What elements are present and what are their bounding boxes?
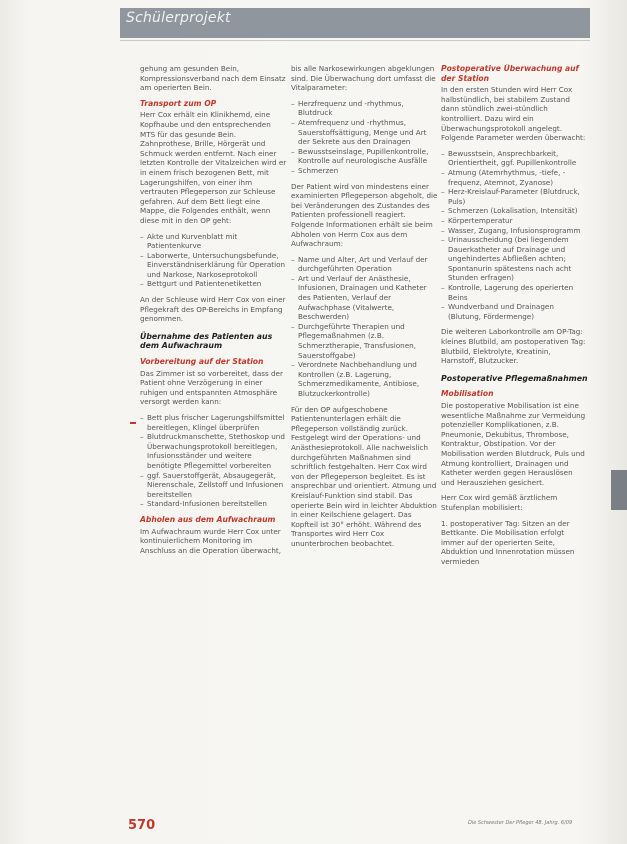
list-item: – Blutdruckmanschette, Stethoskop und Überwachungsprotokoll bereitlegen, Infusionsständer und weitere benötigte Pflegemittel vorbereiten [147, 432, 287, 470]
red-marker [130, 422, 136, 424]
col2-intro: bis alle Narkosewirkungen abgeklungen sind. Die Überwachung dort umfasst die Vitalparameter: [291, 64, 436, 93]
list-item: – Wasser, Zugang, Infusionsprogramm [448, 226, 588, 236]
heading-mobilisation: Mobilisation [441, 389, 494, 399]
col1-list-2 [140, 413, 287, 509]
list-item: – Bewusstseinslage, Pupillenkontrolle, Kontrolle auf neurologische Ausfälle [298, 147, 438, 166]
col1-list-1 [140, 232, 287, 290]
section-title: Schülerprojekt [126, 10, 231, 26]
list-item: – Herzfrequenz und -rhythmus, Blutdruck [298, 99, 438, 118]
list-item: – ggf. Sauerstoffgerät, Absaugegerät, Nierenschale, Zellstoff und Infusionen bereitstellen [147, 471, 287, 500]
heading-uebernahme: Übernahme des Patienten aus dem Aufwachraum [140, 331, 273, 351]
col3-lab-text: Die weiteren Laborkontrolle am OP-Tag: kleines Blutbild, am postoperativen Tag: Blutbild, Elektrolyte, Kreatinin, Harnstoff, Blutzucker. [441, 327, 586, 366]
col2-patient-text: Der Patient wird von mindestens einer examinierten Pflegeperson abgeholt, die bei Veränderungen des Zustandes des Patienten professionell reagiert. Folgende Informationen erhält sie beim Abholen von Herrn Cox aus dem Aufwachraum: [291, 181, 438, 249]
list-item: – Durchgeführte Therapien und Pflegemaßnahmen (z.B. Schmerztherapie, Transfusionen, Sauerstoffgabe) [298, 322, 438, 360]
column-2 [291, 64, 438, 555]
col1-vorbereitung-text: Das Zimmer ist so vorbereitet, dass der Patient ohne Verzögerung in einer ruhigen und entspannten Atmosphäre versorgt werden kann: [140, 368, 283, 407]
list-item: – Bett plus frischer Lagerungshilfsmittel bereitlegen, Klingel überprüfen [147, 413, 287, 432]
heading-abholen: Abholen aus dem Aufwachraum [140, 514, 276, 524]
col1-transport-text: Herr Cox erhält ein Klinikhemd, eine Kopfhaube und den entsprechenden MTS für das gesunde Bein. Zahnprothese, Brille, Hörgerät und Schmuck werden entfernt. Nach einer letzten Kontrolle der Vitalzeichen wird er in einem frisch bezogenen Bett, mit Lagerungshilfen, von einer ihm vertrauten Pflegeperson zur Schleuse gefahren. Auf dem Bett liegt eine Mappe, die Folgendes enthält, wenn diese mit in den OP geht: [140, 110, 287, 225]
column-3 [441, 64, 588, 573]
list-item: – Laborwerte, Untersuchungsbefunde, Einverständniserklärung für Operation und Narkose, Narkoseprotokoll [147, 251, 287, 280]
list-item: – Bettgurt und Patientenetiketten [147, 279, 287, 289]
col3-mobil3-text: 1. postoperativer Tag: Sitzen an der Bettkante. Die Mobilisation erfolgt immer auf der operierten Seite, Abduktion und Innenrotation müssen vermieden [441, 518, 575, 566]
heading-ueberwachung: Postoperative Überwachung auf der Station [441, 64, 579, 83]
list-item: – Schmerzen [298, 166, 438, 176]
heading-transport: Transport zum OP [140, 98, 217, 108]
list-item: – Bewusstsein, Ansprechbarkeit, Orientiertheit, ggf. Pupillenkontrolle [448, 149, 588, 168]
header-divider [120, 40, 590, 41]
col3-mobil2-text: Herr Cox wird gemäß ärztlichem Stufenplan mobilisiert: [441, 493, 558, 512]
col2-list-1 [291, 99, 438, 176]
heading-vorbereitung: Vorbereitung auf der Station [140, 357, 264, 367]
list-item: – Verordnete Nachbehandlung und Kontrollen (z.B. Lagerung, Schmerzmedikamente, Antibiose, Blutzuckerkontrolle) [298, 360, 438, 398]
col1-after-text: An der Schleuse wird Herr Cox von einer Pflegekraft des OP-Bereichs in Empfang genommen. [140, 295, 286, 324]
column-1 [140, 64, 287, 561]
list-item: – Schmerzen (Lokalisation, Intensität) [448, 206, 588, 216]
list-item: – Wundverband und Drainagen (Blutung, Fördermenge) [448, 302, 588, 321]
col2-op-text: Für den OP aufgeschobene Patientenunterlagen erhält die Pflegeperson vollständig zurück. Festgelegt wird der Operations- und Anästhesieprotokoll. Alle nachweislich durchgeführten Maßnahmen sind schriftlich festgehalten. Herr Cox wird von der Pflegeperson begleitet. Es ist ansprechbar und orientiert. Atmung und Kreislauf-Funktion sind stabil. Das operierte Bein wird in leichter Abduktion in einer Keilschiene gelagert. Das Kopfteil ist 30° erhöht. Während des Transportes wird Herr Cox ununterbrochen beobachtet. [291, 404, 437, 548]
list-item: – Kontrolle, Lagerung des operierten Beins [448, 283, 588, 302]
col1-abholen-text: Im Aufwachraum wurde Herr Cox unter kontinuierlichem Monitoring im Anschluss an die Operation überwacht, [140, 526, 282, 555]
heading-massnahmen: Postoperative Pflegemaßnahmen [441, 373, 588, 383]
list-item: – Urinausscheidung (bei liegendem Dauerkatheter auf Drainage und ungehindertes Abfließen achten; Spontanurin spätestens nach acht Stunden erfragen) [448, 235, 588, 283]
list-item: – Atemfrequenz und -rhythmus, Sauerstoffsättigung, Menge und Art der Sekrete aus den Drainagen [298, 118, 438, 147]
col3-list-1 [441, 149, 588, 322]
col2-list-2 [291, 255, 438, 399]
list-item: – Name und Alter, Art und Verlauf der durchgeführten Operation [298, 255, 438, 274]
list-item: – Atmung (Atemrhythmus, -tiefe, -frequenz, Atemnot, Zyanose) [448, 168, 588, 187]
col1-intro: gehung am gesunden Bein, Kompressionsverband nach dem Einsatz am operierten Bein. [140, 64, 286, 93]
thumb-index-tab [611, 470, 627, 510]
list-item: – Körpertemperatur [448, 216, 588, 226]
list-item: – Art und Verlauf der Anästhesie, Infusionen, Drainagen und Katheter des Patienten, Verlauf der Aufwachphase (Vitalwerte, Beschwerden) [298, 274, 438, 322]
list-item: – Akte und Kurvenblatt mit Patientenkurve [147, 232, 287, 251]
col3-ueberwachung-text: In den ersten Stunden wird Herr Cox halbstündlich, bei stabilem Zustand dann stündlich zwei-stündlich kontrolliert. Dazu wird ein Überwachungsprotokoll angelegt. Folgende Parameter werden überwacht: [441, 85, 586, 143]
list-item: – Standard-Infusionen bereitstellen [147, 499, 287, 509]
list-item: – Herz-Kreislauf-Parameter (Blutdruck, Puls) [448, 187, 588, 206]
col3-mobilisation-text: Die postoperative Mobilisation ist eine wesentliche Maßnahme zur Vermeidung potenzieller Komplikationen, z.B. Pneumonie, Dekubitus, Thrombose, Kontraktur, Obstipation. Vor der Mobilisation werden Blutdruck, Puls und Atmung kontrolliert, Drainagen und Katheter werden gegen Herauslösen und Herausziehen gesichert. [441, 401, 586, 487]
page-number: 570 [128, 818, 156, 833]
journal-footer: Die Schwester Der Pfleger 48. Jahrg. 6/09 [468, 820, 573, 826]
